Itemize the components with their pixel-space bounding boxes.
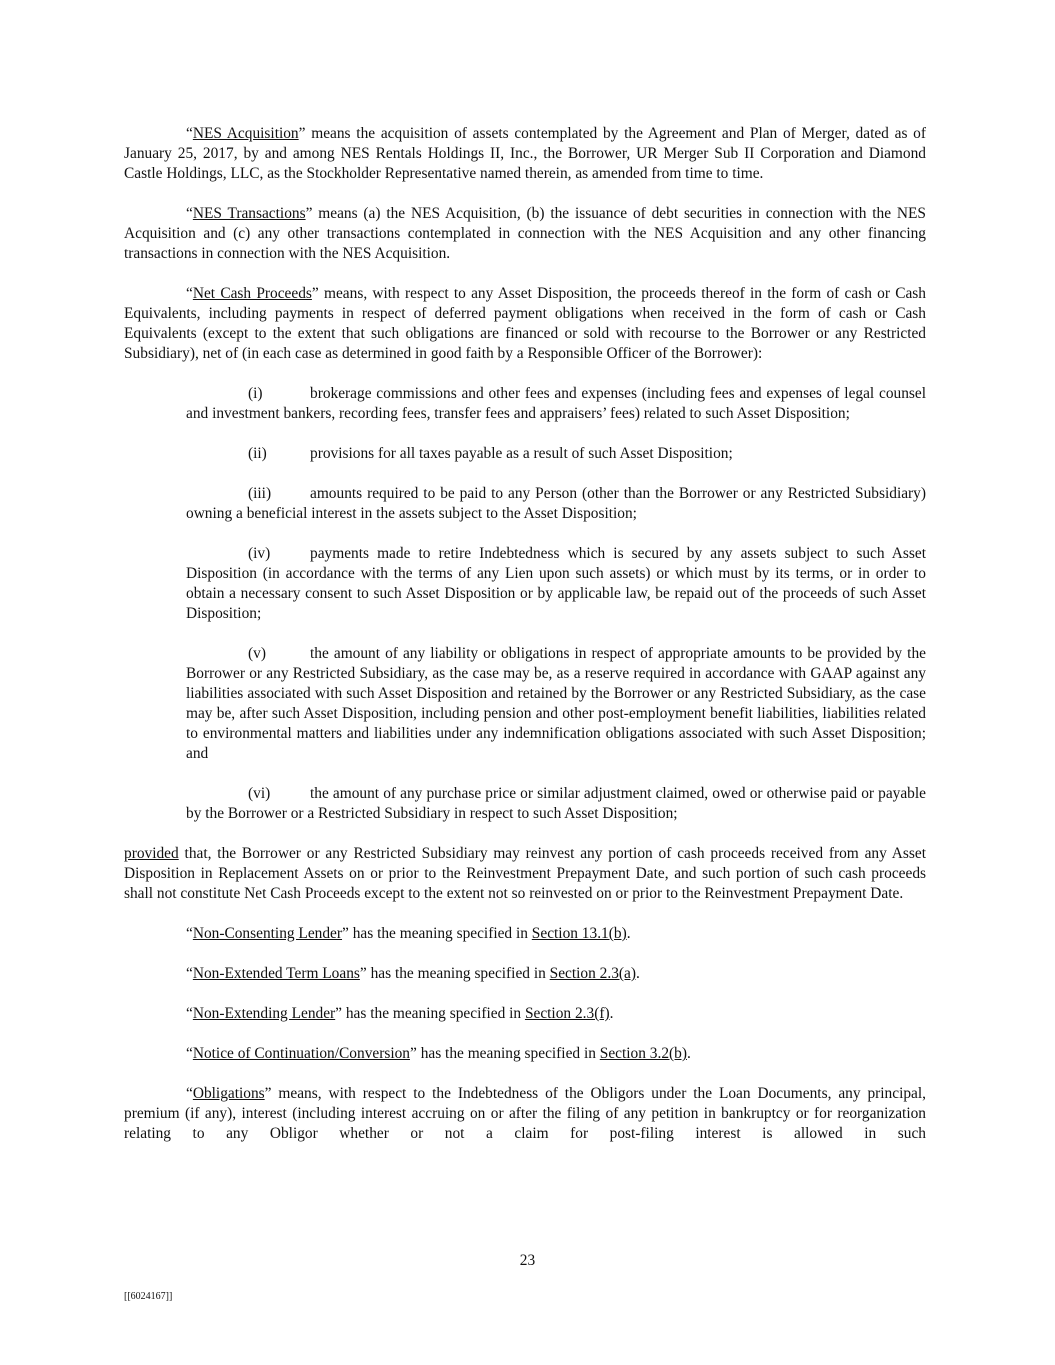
section-reference: Section 13.1(b) bbox=[531, 925, 627, 942]
clause-number: (iii) bbox=[248, 485, 272, 502]
clause-number: (v) bbox=[248, 645, 266, 662]
definition-text: means, with respect to any Asset Disposition, the proceeds thereof in the form of cash or Cash Equivalents, including payments in respect of deferred payment obligations when received in the form of cash or Cash Equivalents (except to the extent that such obligations are financed or sold with recourse to the Borrower or any Restricted Subsidiary), net of (in each case as determined in good faith by a Responsible Officer of the Borrower): bbox=[124, 285, 926, 362]
definition-notice-of-continuation: “Notice of Continuation/Conversion” has the meaning specified in Section 3.2(b). bbox=[186, 1045, 691, 1062]
defined-term: Notice of Continuation/Conversion bbox=[192, 1045, 410, 1062]
clause-iii bbox=[186, 484, 926, 524]
clause-text: amounts required to be paid to any Person (other than the Borrower or any Restricted Subsidiary) owning a beneficial interest in the assets subject to the Asset Disposition; bbox=[186, 485, 926, 522]
proviso-term: provided bbox=[124, 845, 179, 862]
definition-text: has the meaning specified in bbox=[416, 1045, 600, 1062]
clause-number: (ii) bbox=[248, 445, 267, 462]
definition-nes-transactions: “NES Transactions” means (a) the NES Acquisition, (b) the issuance of debt securities in connection with the NES Acquisition and (c) any other transactions contemplated in connection with the NES Acquisition and any other financing transactions in connection with the NES Acquisition. bbox=[124, 205, 926, 262]
proviso-text: that, the Borrower or any Restricted Subsidiary may reinvest any portion of cash proceeds received from any Asset Disposition in Replacement Assets on or prior to the Reinvestment Prepayment Date, and such portion of such cash proceeds shall not constitute Net Cash Proceeds except to the extent not so reinvested on or prior to the Reinvestment Prepayment Date. bbox=[124, 845, 926, 902]
clause-iv bbox=[186, 544, 926, 624]
definition-non-extended-term-loans: “Non-Extended Term Loans” has the meaning specified in Section 2.3(a). bbox=[186, 965, 640, 982]
clause-number: (vi) bbox=[248, 785, 271, 802]
clause-text: provisions for all taxes payable as a result of such Asset Disposition; bbox=[310, 445, 733, 462]
clause-text: the amount of any liability or obligations in respect of appropriate amounts to be provided by the Borrower or any Restricted Subsidiary, as the case may be, as a reserve required in accordance with GAAP against any liabilities associated with such Asset Disposition and retained by the Borrower or any Restricted Subsidiary, as the case may be, after such Asset Disposition, including pension and other post-employment benefit liabilities, liabilities related to environmental matters and liabilities under any indemnification obligations associated with such Asset Disposition; and bbox=[186, 645, 926, 762]
definition-net-cash-proceeds: “Net Cash Proceeds” means, with respect to any Asset Disposition, the proceeds thereof in the form of cash or Cash Equivalents, including payments in respect of deferred payment obligations when received in the form of cash or Cash Equivalents (except to the extent that such obligations are financed or sold with recourse to the Borrower or any Restricted Subsidiary), net of (in each case as determined in good faith by a Responsible Officer of the Borrower): bbox=[124, 285, 926, 362]
section-reference: Section 3.2(b) bbox=[599, 1045, 687, 1062]
clause-text: payments made to retire Indebtedness which is secured by any assets subject to such Asset Disposition (in accordance with the terms of any Lien upon such assets) or which must by its terms, or in order to obtain a necessary consent to such Asset Disposition or by applicable law, be repaid out of the proceeds of such Asset Disposition; bbox=[186, 545, 926, 622]
document-body bbox=[124, 124, 926, 1164]
defined-term: Non-Extended Term Loans bbox=[192, 965, 360, 982]
definition-obligations: “Obligations” means, with respect to the Indebtedness of the Obligors under the Loan Documents, any principal, premium (if any), interest (including interest accruing on or after the filing of any petition in bankruptcy or for reorganization relating to any Obligor whether or not a claim for post-filing interest is allowed in such bbox=[124, 1085, 926, 1142]
defined-term: NES Acquisition bbox=[192, 125, 299, 142]
document-id: [[6024167]] bbox=[124, 1291, 173, 1302]
definition-text: has the meaning specified in bbox=[366, 965, 550, 982]
definition-text: means the acquisition of assets contemplated by the Agreement and Plan of Merger, dated as of January 25, 2017, by and among NES Rentals Holdings II, Inc., the Borrower, UR Merger Sub II Corporation and Diamond Castle Holdings, LLC, as the Stockholder Representative named therein, as amended from time to time. bbox=[124, 125, 926, 182]
definition-non-consenting-lender: “Non-Consenting Lender” has the meaning specified in Section 13.1(b). bbox=[186, 925, 631, 942]
section-reference: Section 2.3(a) bbox=[549, 965, 636, 982]
definition-text: means (a) the NES Acquisition, (b) the issuance of debt securities in connection with the NES Acquisition and (c) any other transactions contemplated in connection with the NES Acquisition and any other financing transactions in connection with the NES Acquisition. bbox=[124, 205, 926, 262]
proviso-paragraph bbox=[124, 844, 926, 904]
clause-number: (i) bbox=[248, 385, 263, 402]
defined-term: Obligations bbox=[192, 1085, 265, 1102]
clause-number: (iv) bbox=[248, 545, 271, 562]
definition-text: has the meaning specified in bbox=[342, 1005, 525, 1022]
definition-nes-acquisition: “NES Acquisition” means the acquisition of assets contemplated by the Agreement and Plan of Merger, dated as of January 25, 2017, by and among NES Rentals Holdings II, Inc., the Borrower, UR Merger Sub II Corporation and Diamond Castle Holdings, LLC, as the Stockholder Representative named therein, as amended from time to time. bbox=[124, 125, 926, 182]
defined-term: Non-Extending Lender bbox=[192, 1005, 336, 1022]
defined-term: Net Cash Proceeds bbox=[192, 285, 312, 302]
definition-non-extending-lender: “Non-Extending Lender” has the meaning specified in Section 2.3(f). bbox=[186, 1005, 614, 1022]
clause-text: the amount of any purchase price or similar adjustment claimed, owed or otherwise paid or payable by the Borrower or a Restricted Subsidiary in respect to such Asset Disposition; bbox=[186, 785, 926, 822]
section-reference: Section 2.3(f) bbox=[524, 1005, 610, 1022]
clause-vi bbox=[186, 784, 926, 824]
clause-text: brokerage commissions and other fees and expenses (including fees and expenses of legal counsel and investment bankers, recording fees, transfer fees and appraisers’ fees) related to such Asset Disposition; bbox=[186, 385, 926, 422]
defined-term: Non-Consenting Lender bbox=[192, 925, 343, 942]
clause-v bbox=[186, 644, 926, 764]
definition-text: means, with respect to the Indebtedness of the Obligors under the Loan Documents, any principal, premium (if any), interest (including interest accruing on or after the filing of any petition in bankruptcy or for reorganization relating to any Obligor whether or not a claim for post-filing interest is allowed in such bbox=[124, 1085, 926, 1142]
clause-ii bbox=[186, 444, 926, 464]
page-number: 23 bbox=[519, 1252, 536, 1269]
definition-text: has the meaning specified in bbox=[348, 925, 532, 942]
defined-term: NES Transactions bbox=[192, 205, 306, 222]
clause-i bbox=[186, 384, 926, 424]
